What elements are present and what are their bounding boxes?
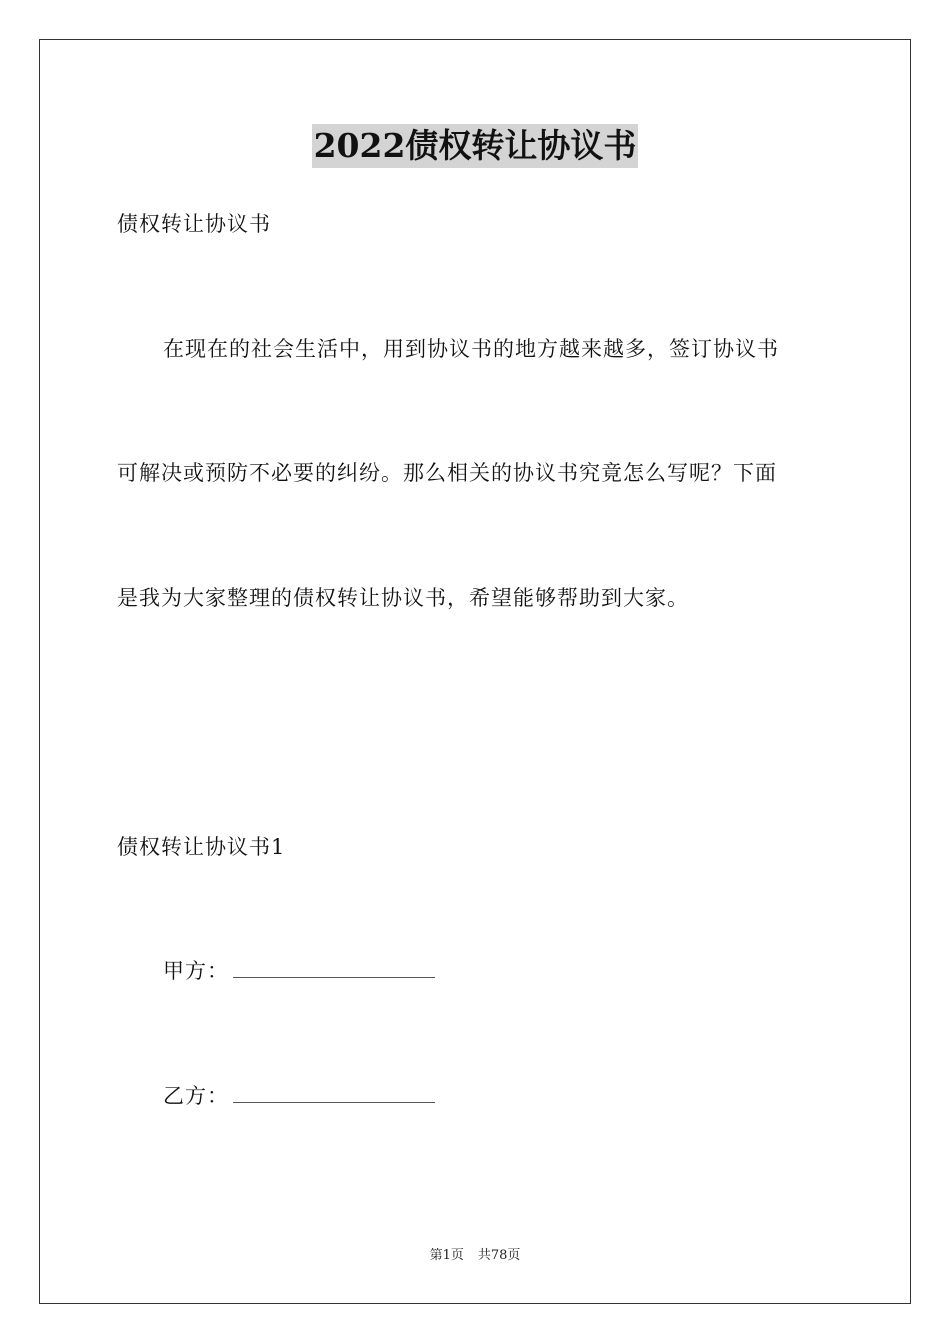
page-number: 第1页	[429, 1248, 464, 1263]
party-a-blank-line	[233, 957, 435, 978]
intro-line-3: 是我为大家整理的债权转让协议书，希望能够帮助到大家。	[117, 586, 689, 610]
total-pages: 共78页	[477, 1248, 521, 1263]
party-b-row	[163, 1081, 435, 1111]
section-heading: 债权转让协议书1	[117, 835, 286, 859]
party-b-blank-line	[233, 1082, 435, 1103]
party-a-label: 甲方：	[163, 959, 229, 983]
page-footer	[0, 1247, 950, 1265]
document-subtitle: 债权转让协议书	[117, 212, 271, 236]
intro-line-2: 可解决或预防不必要的纠纷。那么相关的协议书究竟怎么写呢？下面	[117, 461, 777, 485]
party-b-label: 乙方：	[163, 1084, 229, 1108]
party-a-row	[163, 956, 435, 986]
document-title-wrap	[0, 124, 950, 168]
document-title: 2022债权转让协议书	[312, 124, 639, 168]
intro-line-1: 在现在的社会生活中，用到协议书的地方越来越多，签订协议书	[163, 337, 779, 361]
